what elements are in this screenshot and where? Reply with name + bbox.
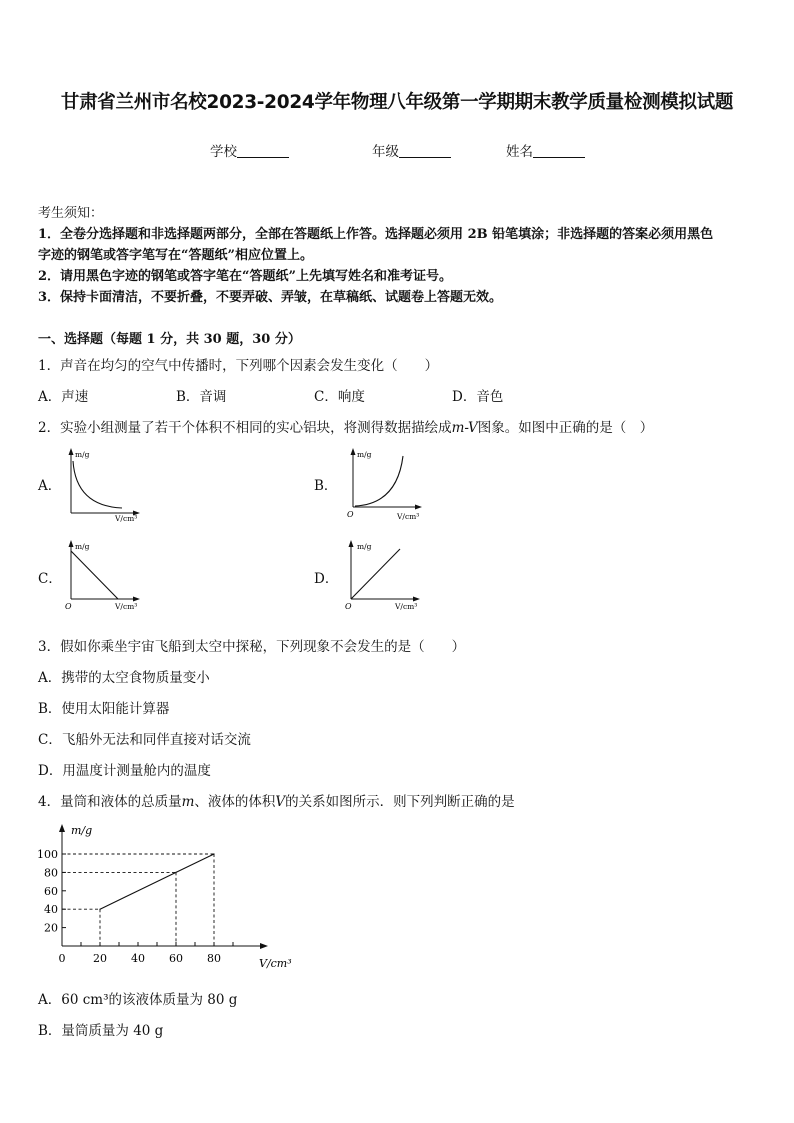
name-blank (533, 143, 585, 158)
q2-stem-a: 2．实验小组测量了若干个体积不相同的实心铝块，将测得数据描绘成 (38, 420, 452, 436)
q4-x-tick-label: 40 (131, 952, 145, 965)
graph-b-ylabel: m/g (357, 450, 372, 459)
graph-b-y-arrow (351, 448, 356, 455)
graph-c-origin: O (65, 602, 72, 611)
q1-option-a: A．声速 (38, 389, 89, 405)
q4-x-tick-label: 60 (169, 952, 183, 965)
graph-c-xlabel: V/cm³ (115, 602, 138, 611)
graph-a-ylabel: m/g (75, 450, 90, 459)
q4-option-a: A．60 cm³的该液体质量为 80 g (38, 992, 238, 1008)
section-header: 一、选择题（每题 1 分，共 30 题，30 分） (38, 332, 301, 347)
q1-option-d: D．音色 (452, 389, 504, 405)
q2-option-c-label: C． (38, 571, 62, 587)
q4-stem-c: 的关系如图所示．则下列判断正确的是 (285, 794, 515, 810)
graph-b-xlabel: V/cm³ (397, 512, 420, 521)
q2-option-d-label: D． (314, 571, 339, 587)
q3-stem: 3．假如你乘坐宇宙飞船到太空中探秘，下列现象不会发生的是（ ） (38, 639, 466, 655)
graph-d-x-arrow (413, 597, 420, 602)
q3-option-c: C．飞船外无法和同伴直接对话交流 (38, 732, 251, 748)
q2-stem-var: m-V (451, 420, 478, 436)
graph-b-curve (355, 456, 403, 506)
grade-blank (399, 143, 451, 158)
q1-option-b: B．音调 (176, 389, 227, 405)
graph-d-origin: O (345, 602, 352, 611)
name-field (506, 140, 585, 160)
q2-graph-c (60, 538, 150, 618)
q4-stem-a: 4．量筒和液体的总质量 (38, 794, 182, 810)
notice-header: 考生须知： (38, 206, 104, 221)
graph-a-curve (73, 461, 122, 508)
q4-xlabel: V/cm³ (259, 957, 292, 970)
q4-y-tick-label: 100 (37, 848, 58, 861)
q4-option-b: B．量筒质量为 40 g (38, 1023, 164, 1039)
q4-marks (37, 848, 233, 965)
q3-option-b: B．使用太阳能计算器 (38, 701, 170, 717)
q4-y-tick-label: 80 (44, 866, 58, 880)
q4-y-tick-label: 40 (44, 903, 58, 917)
graph-b-origin: O (347, 510, 354, 519)
q4-y-tick-label: 60 (44, 884, 58, 898)
q4-var-m: m (181, 794, 195, 810)
school-field (210, 140, 289, 160)
q2-graph-a (60, 446, 150, 526)
graph-c-ylabel: m/g (75, 542, 90, 551)
q4-chart (36, 818, 300, 974)
graph-a-y-arrow (69, 448, 74, 455)
q2-stem-b: 图象。如图中正确的是（ ） (477, 420, 654, 436)
graph-c-x-arrow (133, 597, 140, 602)
q3-option-a: A．携带的太空食物质量变小 (38, 670, 210, 686)
graph-d-y-arrow (349, 540, 354, 547)
q2-graph-b (342, 446, 432, 526)
notice-item-1-cont: 字迹的钢笔或答字笔写在“答题纸”相应位置上。 (38, 248, 313, 263)
school-blank (237, 143, 289, 158)
q1-stem: 1．声音在均匀的空气中传播时，下列哪个因素会发生变化（ ） (38, 358, 439, 374)
graph-a-xlabel: V/cm³ (115, 514, 138, 523)
grade-field (372, 140, 451, 160)
q4-data-point (213, 853, 214, 854)
q4-ylabel: m/g (71, 824, 93, 837)
notice-item-3: 3．保持卡面清洁，不要折叠，不要弄破、弄皱，在草稿纸、试题卷上答题无效。 (38, 290, 503, 305)
q4-y-arrow (59, 824, 65, 832)
graph-c-line (71, 551, 118, 599)
q4-stem-b: 、液体的体积 (194, 794, 276, 810)
graph-b-x-arrow (415, 505, 422, 510)
notice-item-1: 1．全卷分选择题和非选择题两部分，全部在答题纸上作答。选择题必须用 2B 铅笔填涂；非选择题的答案必须用黑色 (38, 227, 714, 242)
grade-label: 年级 (372, 144, 399, 160)
q4-x-arrow (260, 943, 268, 949)
q4-var-v: V (275, 794, 286, 810)
graph-d-xlabel: V/cm³ (395, 602, 418, 611)
q4-x-tick-label: 0 (58, 952, 66, 965)
q2-stem (38, 416, 758, 436)
q4-x-tick-label: 20 (93, 952, 107, 965)
page-title: 甘肃省兰州市名校2023-2024学年物理八年级第一学期期末教学质量检测模拟试题 (60, 92, 734, 113)
graph-d-line (351, 549, 400, 599)
q4-y-tick-label: 20 (44, 921, 58, 935)
q2-graph-d (340, 538, 430, 618)
q4-x-tick-label: 80 (207, 952, 221, 965)
q2-option-b-label: B． (314, 478, 338, 494)
school-label: 学校 (210, 144, 237, 160)
graph-c-y-arrow (69, 540, 74, 547)
q4-data-line (100, 854, 214, 909)
graph-d-ylabel: m/g (357, 542, 372, 551)
notice-item-2: 2．请用黑色字迹的钢笔或答字笔在“答题纸”上先填写姓名和准考证号。 (38, 269, 453, 284)
q1-option-c: C．响度 (314, 389, 365, 405)
q4-data-point (99, 909, 100, 910)
q4-stem (38, 790, 758, 810)
q2-option-a-label: A． (38, 478, 62, 494)
q4-data-point (175, 872, 176, 873)
name-label: 姓名 (506, 144, 533, 160)
q3-option-d: D．用温度计测量舱内的温度 (38, 763, 211, 779)
